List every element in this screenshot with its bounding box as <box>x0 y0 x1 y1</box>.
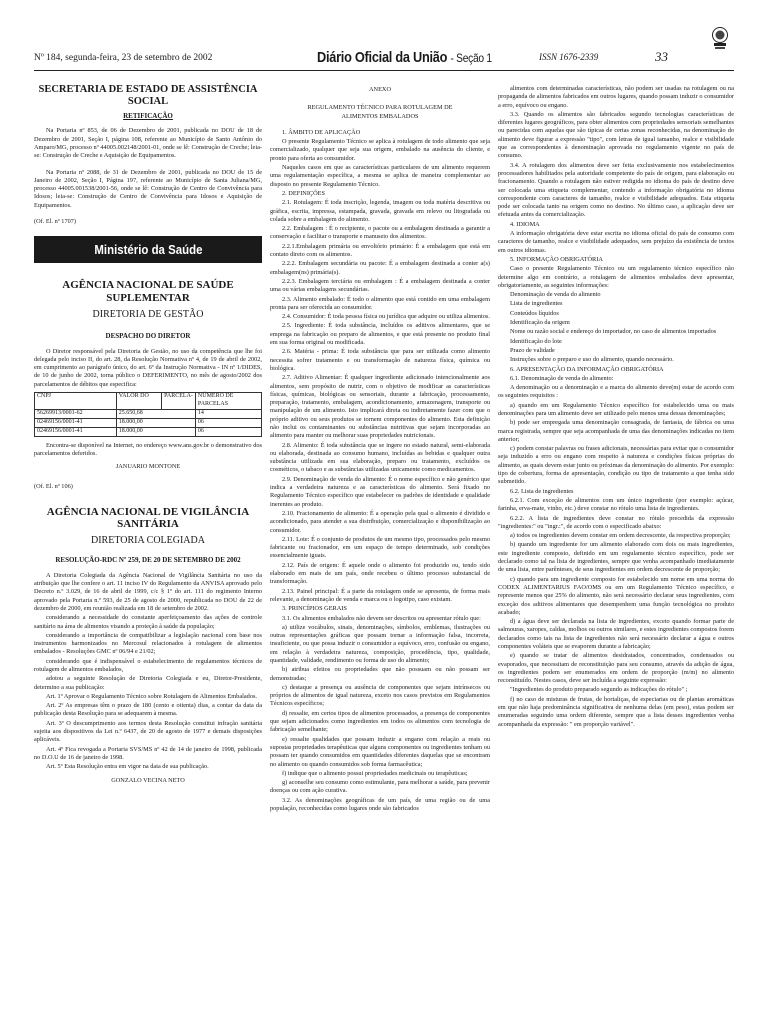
paragraph: b) quando um ingrediente for um alimento elaborado com dois ou mais ingredientes, este ingrediente composto, definido em um regulamento técnico específico, pode ser declarado como tal na lista de ingredientes, sempre que venha acompanhado imediatamente de uma lista, entre parênteses, de seus ingredientes em ordem decrescente de proporção; <box>498 541 734 574</box>
paragraph: Art. 2º As empresas têm o prazo de 180 (cento e oitenta) dias, a contar da data da publicação desta Resolução para se adequarem à mesma. <box>34 702 262 718</box>
paragraph: O Diretor responsável pela Diretoria de Gestão, no uso da competência que lhe foi delegada pelo inciso II, do art. 28, da Resolução Normativa nº 4, de 19 de abril de 2002, em cumprimento ao parágrafo único, do art. 6º da Instrução Normativa - IN nº 1/DIDES, de 10 de junho de 2002, torna público o DEFERIMENTO, no mês de agosto/2002 dos parcelamentos de débitos que especifica: <box>34 347 262 388</box>
paragraph: considerando que é indispensável o estabelecimento de regulamentos técnicos de rotulagem de alimentos embalados, <box>34 657 262 673</box>
paragraph: 2.12. País de origem: É aquele onde o alimento foi produzido ou, tendo sido elaborado em mais de um país, onde recebeu o último processo substancial de transformação. <box>270 561 490 586</box>
ministry-banner: Ministério da Saúde <box>34 236 262 263</box>
annex-body <box>270 129 490 813</box>
paragraph: 6. APRESENTAÇÃO DA INFORMAÇÃO OBRIGATÓRIA <box>510 365 664 373</box>
page-header <box>34 48 734 68</box>
paragraph: 2.2.1.Embalagem primária ou envoltório primário: É a embalagem que está em contato direto com os alimentos. <box>270 242 490 259</box>
paragraph: d) a água deve ser declarada na lista de ingredientes, exceto quando formar parte de salmouras, xaropes, caldas, molhos ou outros similares, e estes ingredientes compostos forem declarados como tais na lista de ingredientes não será necessário declarar a água e outros componentes voláteis que se evaporem durante a fabricação; <box>498 618 734 650</box>
paragraph: e) ressalte qualidades que possam induzir a engano com relação a reais ou supostas propriedades terapêuticas que alguns componentes ou ingredientes tenham ou possam ter quando consumidos em quantidades diferentes daquelas que se encontram no alimento ou quando consumidos sob forma farmacêutica; <box>270 735 490 768</box>
anexo-title: ANEXO <box>368 86 392 93</box>
rdc-title: RESOLUÇÃO-RDC Nº 259, DE 20 DE SETEMBRO DE 2002 <box>55 556 241 565</box>
table-row: 02469156/0001-41 18.000,00 06 <box>35 427 262 436</box>
paragraph: Na Portaria nº 853, de 06 de Dezembro de 2001, publicada no DOU de 18 de Dezembro de 2001, Seção I, página 108, referente ao Município de Santo Antônio do Amparo/MG, processo nº 44005.002148/2001-01, onde se lê: Construção de Creche; leia-se: Construção de Creche e Aquisição de Equipamentos. <box>34 127 262 160</box>
paragraph: Prazo de validade <box>510 346 555 354</box>
paragraph: A denominação ou a denominação e a marca do alimento deve(m) estar de acordo com os seguintes requisitos : <box>498 384 734 400</box>
paragraph: c) quando para um ingrediente composto for estabelecido um nome em uma norma do CODEX ALIMENTARIUS FAO/OMS ou em um Regulamento Técnico específico, e represente menos que 25% do alimento, não será necessário declarar seus ingredientes, com exceção dos aditivos alimentares que desempenhem uma função tecnológica no produto acabado; <box>498 575 734 616</box>
paragraph: A informação obrigatória deve estar escrita no idioma oficial do país de consumo com caracteres de tamanho, realce e visibilidade adequados, sem prejuízo da existência de textos em outros idiomas. <box>498 230 734 254</box>
paragraph: g) aconselhe seu consumo como estimulante, para melhorar a saúde, para prevenir doenças ou com ação curativa. <box>270 779 490 795</box>
paragraph: Art. 5º Esta Resolução entra em vigor na data de sua publicação. <box>46 763 209 771</box>
paragraph: considerando a necessidade do constante aperfeiçoamento das ações de controle sanitário na área de alimentos visando a proteção à saúde da população; <box>34 614 262 630</box>
paragraph: 6.2.2. A lista de ingredientes deve constar no rótulo precedida da expressão "ingredientes:" ou "ingr.:", de acordo com o especificado abaixo: <box>498 514 734 530</box>
annex-body-continued <box>498 85 734 729</box>
paragraph: Denominação de venda do alimento <box>510 291 601 299</box>
paragraph: 2. DEFINIÇÕES <box>282 189 326 197</box>
paragraph: 3.4. A rotulagem dos alimentos deve ser feita exclusivamente nos estabelecimentos processadores habilitados pela autoridade competente do país de origem, para elaboração ou fracionamento. Quando a rotulagem não estiver redigida no idioma do país de destino deve ser colocada uma etiqueta complementar, contendo a informação obrigatória no idioma correspondente com caracteres de tamanho, realce e visibilidade adequados. Esta etiqueta pode ser colocada tanto na origem como no destino. No último caso, a aplicação deve ser efetuada antes da comercialização. <box>498 161 734 219</box>
column-1 <box>34 80 262 790</box>
regulamento-title: REGULAMENTO TÉCNICO PARA ROTULAGEM DE ALIMENTOS EMBALADOS <box>307 104 453 120</box>
paragraph: 3.2. As denominações geográficas de um país, de uma região ou de uma população, reconhecidas como lugares onde são fabricados <box>270 796 490 813</box>
paragraph: e) quando se tratar de alimentos desidratados, concentrados, condensados ou evaporados, que necessitam de reconstituição para seu consumo, através da adição de água, os ingredientes podem ser enumerados em ordem de proporção (m/m) no alimento reconstituído. Nestes casos, deve ser incluída a seguinte expressão: <box>498 652 734 685</box>
paragraph: a) todos os ingredientes devem constar em ordem decrescente, da respectiva proporção; <box>510 532 731 540</box>
paragraph: a) quando em um Regulamento Técnico específico for estabelecido uma ou mais denominações para um alimento deve ser utilizado pelo menos uma dessas denominações; <box>498 401 734 417</box>
signature: JANUARIO MONTONE <box>115 463 181 471</box>
paragraph: 6.2.1. Com exceção de alimentos com um único ingrediente (por exemplo: açúcar, farinha, erva-mate, vinho, etc.) deve constar no rótulo uma lista de ingredientes. <box>498 496 734 513</box>
paragraph: 2.2.2. Embalagem secundária ou pacote: É a embalagem destinada a conter a(s) embalagem(ns) primária(s). <box>270 260 490 276</box>
paragraph: 2.2. Embalagem : É o recipiente, o pacote ou a embalagem destinada a garantir a conservação e facilitar o transporte e manuseio dos alimentos. <box>270 225 490 241</box>
issue-info: Nº 184, segunda-feira, 23 de setembro de 2002 <box>34 53 213 63</box>
paragraph: b) pode ser empregada uma denominação consagrada, de fantasia, de fábrica ou uma marca registrada, sempre que seja acompanhada de uma das denominações indicadas no item anterior; <box>498 419 734 443</box>
paragraph: 6.1. Denominação de venda do alimento: <box>510 374 614 382</box>
paragraph: A Diretoria Colegiada da Agência Nacional de Vigilância Sanitária no uso da atribuição que lhe confere o art. 11 inciso IV do Regulamento da ANVISA aprovado pelo Decreto n.º 3.029, de 16 de abril de 1999, c/c § 1º do art. 111 do regimento Interno aprovado pela Portaria n.º 593, de 25 de agosto de 2000, republicada no DOU de 22 de dezembro de 2000, em reunião realizada em 18 de setembro de 2002. <box>34 571 262 612</box>
paragraph: 2.1. Rotulagem: É toda inscrição, legenda, imagem ou toda matéria descritiva ou gráfica, escrita, impressa, estampada, gravada, gravada em relevo ou litografada ou colada sobre a embalagem do alimento. <box>270 199 490 223</box>
paragraph: 2.9. Denominação de venda do alimento: É o nome específico e não genérico que indica a verdadeira natureza e as características do alimento. Será fixado no Regulamento Técnico específico que estabelecer os padrões de identidade e qualidade inerentes ao produto. <box>270 475 490 508</box>
page-number: 33 <box>655 49 668 64</box>
office-ref: (Of. El. nº 1707) <box>34 218 76 226</box>
paragraph: 1. ÂMBITO DE APLICAÇÃO <box>282 128 361 136</box>
paragraph: Naqueles casos em que as características particulares de um alimento requerem uma regulamentação específica, a mesma se aplica de maneira complementar ao disposto no presente Regulamento Técnico. <box>270 164 490 188</box>
paragraph: b) atribua efeitos ou propriedades que não possuam ou não possam ser demonstradas; <box>270 666 490 682</box>
paragraph: f) indique que o alimento possui propriedades medicinais ou terapêuticas; <box>282 769 468 777</box>
paragraph: 3.3. Quando os alimentos são fabricados segundo tecnologias características de diferentes lugares geográficos, para obter alimentos com propriedades sensoriais semelhantes ou parecidas com aquelas que são típicas de certas zonas reconhecidas, na denominação do alimento deve figurar a expressão "tipo", com letras de igual tamanho, realce e visibilidade que as correspondentes à denominação aprovada no regulamento vigente no país de consumo. <box>498 110 734 160</box>
paragraph: Identificação do lote <box>510 337 562 345</box>
table-header-row: CNPJ VALOR DO PARCELA- NÚMERO DE PARCELAS <box>35 392 262 409</box>
paragraph: 2.6. Matéria - prima: É toda substância que para ser utilizada como alimento necessita sofrer tratamento e ou transformação de natureza física, química ou biológica. <box>270 348 490 372</box>
header-rule <box>34 70 734 71</box>
ans-title: AGÊNCIA NACIONAL DE SAÚDE SUPLEMENTAR <box>62 279 234 305</box>
journal-title: Diário Oficial da União - Seção 1 <box>317 49 492 66</box>
office-ref: (Of. El. nº 106) <box>34 483 73 491</box>
paragraph: Nome ou razão social e endereço do importador, no caso de alimentos importados <box>510 328 717 336</box>
paragraph: Art. 3º O descumprimento aos termos desta Resolução constitui infração sanitária sujeita aos dispositivos da Lei n.º 6437, de 20 de agosto de 1977 e demais disposições aplicáveis. <box>34 719 262 744</box>
paragraph: 2.8. Alimento: É toda substância que se ingere no estado natural, semi-elaborada ou elaborada, destinada ao consumo humano, incluídas as bebidas e qualquer outra substância utilizada em sua elaboração, preparo ou tratamento, excluídos os cosméticos, o tabaco e as substâncias utilizadas unicamente como medicamentos. <box>270 441 490 474</box>
ans-subtitle: DIRETORIA DE GESTÃO <box>92 308 204 320</box>
paragraph: alimentos com determinadas características, não podem ser usadas na rotulagem ou na propaganda de alimentos fabricados em outros lugares, quando possam induzir o consumidor a erro, equívoco ou engano. <box>498 85 734 109</box>
paragraph: considerando a importância de compatibilizar a legislação nacional com base nos instrumentos harmonizados no Mercosul relacionados à rotulagem de alimentos embalados - Resoluções GMC nº 06/94 e 21/02; <box>34 631 262 656</box>
paragraph: c) podem constar palavras ou frases adicionais, necessárias para evitar que o consumidor seja induzido a erro ou engano com respeito à natureza e condições físicas próprias do alimento, as quais devem estar junto ou próximas da denominação do alimento. Por exemplo: tipo de cobertura, forma de apresentação, condição ou tipo de tratamento a que tenha sido submetido. <box>498 445 734 486</box>
paragraph: 2.7. Aditivo Alimentar: É qualquer ingrediente adicionado intencionalmente aos alimentos, sem propósito de nutrir, com o objetivo de modificar as características físicas, químicas, biológicas ou sensoriais, durante a fabricação, processamento, preparação, tratamento, embalagem, acondicionamento, armazenagem, transporte ou manipulação de um alimento. Isto implicará direta ou indiretamente fazer com que o próprio aditivo ou seus produtos se tornem componentes do alimento. Esta definição não inclui os contaminantes ou substâncias nutritivas que sejam incorporadas ao alimento para manter ou melhorar suas propriedades nutricionais. <box>270 374 490 440</box>
secretaria-title: SECRETARIA DE ESTADO DE ASSISTÊNCIA SOCIAL <box>38 84 258 108</box>
despacho-title: DESPACHO DO DIRETOR <box>105 332 191 341</box>
signature: GONZALO VECINA NETO <box>111 776 185 784</box>
retificacao-title: RETIFICAÇÃO <box>123 112 173 121</box>
paragraph: 2.2.3. Embalagem terciária ou embalagem : É a embalagem destinada a conter uma ou várias embalagens secundárias. <box>270 277 490 294</box>
paragraph: 2.13. Painel principal: É a parte da rotulagem onde se apresenta, de forma mais relevante, a denominação de venda e marca ou o logotipo, caso existam. <box>270 587 490 603</box>
paragraph: Na Portaria nº 2088, de 31 de Dezembro de 2001, publicada no DOU de 15 de Janeiro de 2002, Seção I, Página 197, referente ao Município de Santa Juliana/MG, processo 44005.001538/2001-56, onde se lê: Construção de Centro de Convivência para Idosos; leia-se: Construção de Centro de Convivência para Idosos e Aquisição de Equipamentos. <box>34 168 262 209</box>
anvisa-subtitle: DIRETORIA COLEGIADA <box>91 534 205 546</box>
paragraph: 3. PRINCÍPIOS GERAIS <box>282 605 347 613</box>
issn: ISSN 1676-2339 <box>539 52 599 62</box>
parcelamentos-table <box>34 392 262 437</box>
paragraph: d) ressalte, em certos tipos de alimentos processados, a presença de componentes que sejam adicionados como ingredientes em todos os alimentos com tecnologia de fabricação semelhante; <box>270 709 490 734</box>
paragraph: Instruções sobre o preparo e uso do alimento, quando necessário. <box>510 356 674 364</box>
paragraph: "Ingredientes do produto preparado segundo as indicações do rótulo" ; <box>510 686 688 694</box>
paragraph: 2.10. Fracionamento de alimento: É a operação pela qual o alimento é dividido e acondicionado, para atender a sua distribuição, comercialização e disponibilização ao consumidor. <box>270 509 490 534</box>
coat-of-arms-icon <box>711 26 729 52</box>
paragraph: Conteúdos líquidos <box>510 309 559 317</box>
paragraph: 2.5. Ingrediente: É toda substância, incluídos os aditivos alimentares, que se emprega na fabricação ou preparo de alimentos, e que está presente no produto final em sua forma original ou modificada. <box>270 322 490 347</box>
table-row: 56269913/0001-62 25.650,68 14 <box>35 409 262 418</box>
paragraph: 2.11. Lote: É o conjunto de produtos de um mesmo tipo, processados pelo mesmo fabricante ou fracionador, em um espaço de tempo determinado, sob condições essencialmente iguais. <box>270 535 490 560</box>
paragraph: 2.4. Consumidor: É toda pessoa física ou jurídica que adquire ou utiliza alimentos. <box>282 313 490 321</box>
paragraph: 4. IDIOMA <box>510 220 540 228</box>
paragraph: Art. 1º Aprovar o Regulamento Técnico sobre Rotulagem de Alimentos Embalados. <box>46 692 257 700</box>
paragraph: Caso o presente Regulamento Técnico ou um regulamento técnico específico não determine algo em contrário, a rotulagem de alimentos embalados deve apresentar, obrigatoriamente, as seguintes informações: <box>498 265 734 289</box>
column-3 <box>498 85 734 730</box>
paragraph: 3.1. Os alimentos embalados não devem ser descritos ou apresentar rótulo que: <box>282 614 481 622</box>
paragraph: c) destaque a presença ou ausência de componentes que sejam intrínsecos ou próprios de alimentos de igual natureza, exceto nos casos previstos em Regulamentos Técnicos específicos; <box>270 683 490 708</box>
paragraph: Art. 4º Fica revogada a Portaria SVS/MS nº 42 de 14 de janeiro de 1998, publicada no D.O.U de 16 de janeiro de 1998. <box>34 745 262 761</box>
paragraph: adotou a seguinte Resolução de Diretoria Colegiada e eu, Diretor-Presidente, determino a sua publicação: <box>34 675 262 691</box>
anvisa-title: AGÊNCIA NACIONAL DE VIGILÂNCIA SANITÁRIA <box>46 505 250 531</box>
paragraph: 6.2. Lista de ingredientes <box>510 487 574 495</box>
paragraph: Encontra-se disponível na Internet, no endereço www.ans.gov.br o demonstrativo dos parcelamentos deferidos. <box>34 441 262 457</box>
paragraph: f) no caso de misturas de frutas, de hortaliças, de especiarias ou de plantas aromáticas em que não haja predominância significativa de nenhuma delas (em peso), estas podem ser enumeradas seguindo uma ordem diferente, sempre que a lista desses ingredientes venha acompanhada da expressão: " em proporção variável". <box>498 695 734 728</box>
paragraph: 2.3. Alimento embalado: É todo o alimento que está contido em uma embalagem pronta para ser oferecida ao consumidor. <box>270 295 490 311</box>
table-row: 02469156/0001-41 18.000,00 06 <box>35 418 262 427</box>
paragraph: 5. INFORMAÇÃO OBRIGATÓRIA <box>510 255 603 263</box>
paragraph: a) utilize vocábulos, sinais, denominações, símbolos, emblemas, ilustrações ou outras representações gráficas que possam tornar a informação falsa, incorreta, insuficiente, ou que possa induzir o consumidor a equívoco, erro, confusão ou engano, em relação à verdadeira natureza, composição, procedência, tipo, qualidade, quantidade, validade, rendimento ou forma de uso do alimento; <box>270 623 490 664</box>
paragraph: Lista de ingredientes <box>510 300 563 308</box>
paragraph: Identificação da origem <box>510 319 570 327</box>
column-2 <box>270 80 490 814</box>
paragraph: O presente Regulamento Técnico se aplica à rotulagem de todo alimento que seja comercializado, qualquer que seja sua origem, embalado na ausência do cliente, e pronto para oferta ao consumidor. <box>270 138 490 162</box>
